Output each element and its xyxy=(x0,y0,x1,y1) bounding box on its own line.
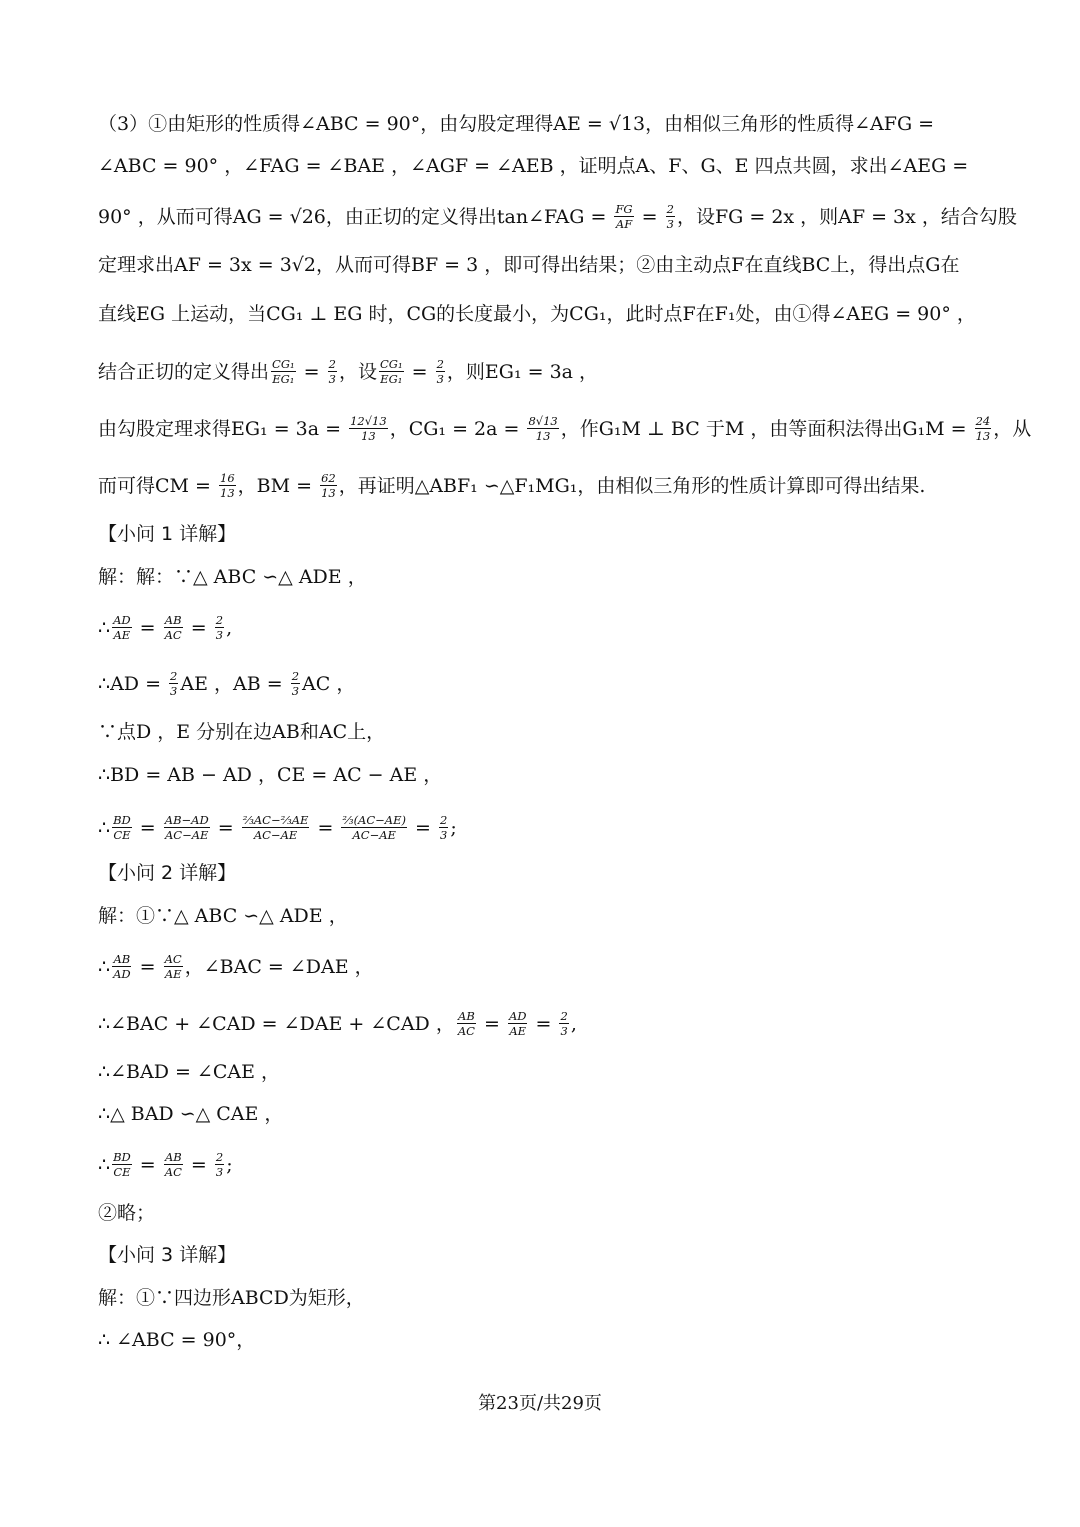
q3-step-1 xyxy=(98,1285,998,1311)
step-text: ∴ xyxy=(98,816,111,839)
fraction xyxy=(112,1151,132,1178)
fraction-denominator: AD xyxy=(113,967,131,981)
q2-step-5 xyxy=(98,1101,998,1127)
step-text: = xyxy=(133,816,162,839)
intro-text: ，CG₁ = 2a = xyxy=(389,417,526,440)
fraction xyxy=(291,670,300,697)
fraction xyxy=(559,1010,568,1037)
intro-text: = xyxy=(635,205,664,228)
intro-text: ，设FG = 2x ，则AF = 3x ，结合勾股 xyxy=(676,205,1017,228)
heading-text: 【小问 3 详解】 xyxy=(98,1244,237,1266)
fraction xyxy=(666,203,675,230)
step-text: AC ， xyxy=(302,672,356,695)
fraction-numerator: 24 xyxy=(975,414,991,428)
intro-text: ，BM = xyxy=(237,474,319,497)
fraction-denominator: AE xyxy=(113,628,131,642)
section-heading-q1 xyxy=(98,521,998,547)
fraction xyxy=(242,814,310,841)
fraction-numerator: AB−AD xyxy=(164,813,209,827)
fraction xyxy=(457,1010,476,1037)
fraction-denominator: 3 xyxy=(436,372,444,386)
intro-text: 直线EG 上运动，当CG₁ ⊥ EG 时，CG的长度最小，为CG₁，此时点F在F₁处，由①得∠AEG = 90° ， xyxy=(98,303,976,325)
step-text: ; xyxy=(450,816,457,839)
step-text: = xyxy=(408,816,437,839)
intro-text: ，作G₁M ⊥ BC 于M ，由等面积法得出G₁M = xyxy=(560,417,973,440)
fraction-numerator: BD xyxy=(113,813,131,827)
heading-text: 【小问 2 详解】 xyxy=(98,862,237,884)
fraction-numerator: 2 xyxy=(328,357,336,371)
fraction-numerator: 2 xyxy=(215,613,224,627)
fraction-denominator: AC−AE xyxy=(253,828,298,842)
fraction-numerator: AC xyxy=(164,952,182,966)
fraction xyxy=(320,472,337,499)
intro-text: 而可得CM = xyxy=(98,474,217,497)
intro-text: ，再证明△ABF₁ ∽△F₁MG₁，由相似三角形的性质计算即可得出结果. xyxy=(338,474,926,497)
fraction-numerator: 2 xyxy=(291,669,300,683)
fraction xyxy=(112,953,132,980)
fraction xyxy=(271,358,296,385)
fraction-denominator: AE xyxy=(509,1024,527,1038)
q2-step-3 xyxy=(98,1010,998,1037)
fraction-numerator: 12√13 xyxy=(350,414,387,428)
q2-step-6 xyxy=(98,1151,998,1178)
fraction-numerator: 2 xyxy=(436,357,444,371)
fraction-denominator: 3 xyxy=(328,372,336,386)
fraction-numerator: AB xyxy=(458,1009,475,1023)
fraction-numerator: 2 xyxy=(215,1150,224,1164)
step-text: 解：①∵△ ABC ∽△ ADE ， xyxy=(98,905,348,927)
fraction-numerator: 2 xyxy=(439,813,448,827)
intro-text: 90° ，从而可得AG = √26，由正切的定义得出tan∠FAG = xyxy=(98,205,613,228)
fraction xyxy=(508,1010,528,1037)
fraction-denominator: CE xyxy=(113,1165,131,1179)
step-text: = xyxy=(529,1012,558,1035)
fraction-numerator: ⅔(AC−AE) xyxy=(342,813,406,827)
fraction xyxy=(975,415,992,442)
step-text: 解：解：∵△ ABC ∽△ ADE ， xyxy=(98,566,367,588)
step-text: ∴ xyxy=(98,1153,111,1176)
step-text: ②略； xyxy=(98,1202,156,1224)
fraction-denominator: 13 xyxy=(535,429,551,443)
q3-step-2 xyxy=(98,1327,998,1353)
q2-step-7 xyxy=(98,1200,998,1226)
fraction-denominator: AC xyxy=(164,628,182,642)
fraction-denominator: AC xyxy=(164,1165,182,1179)
fraction xyxy=(614,203,633,230)
intro-text: ，从 xyxy=(993,417,1032,440)
q1-step-1 xyxy=(98,564,998,590)
q2-step-1 xyxy=(98,903,998,929)
step-text: = xyxy=(133,1153,162,1176)
step-text: ，∠BAC = ∠DAE ， xyxy=(184,955,374,978)
intro-line-5 xyxy=(98,301,998,327)
q1-step-5 xyxy=(98,762,998,788)
fraction-denominator: CE xyxy=(113,828,131,842)
step-text: = xyxy=(133,955,162,978)
intro-text: = xyxy=(405,360,434,383)
intro-text: （3）①由矩形的性质得∠ABC = 90°，由勾股定理得AE = √13，由相似三角形的性质得∠AFG = xyxy=(98,113,935,135)
intro-line-8 xyxy=(98,472,998,499)
step-text: ∴ xyxy=(98,616,111,639)
step-text: = xyxy=(184,1153,213,1176)
intro-line-3 xyxy=(98,202,1017,231)
fraction-numerator: 16 xyxy=(220,471,235,485)
fraction-denominator: AC−AE xyxy=(165,828,209,842)
fraction xyxy=(349,415,388,442)
fraction-denominator: AC xyxy=(457,1024,475,1038)
fraction xyxy=(112,814,132,841)
section-heading-q3 xyxy=(98,1242,998,1268)
intro-text: 由勾股定理求得EG₁ = 3a = xyxy=(98,417,348,440)
fraction-denominator: 3 xyxy=(666,217,674,231)
intro-text: ，则EG₁ = 3a ， xyxy=(446,360,599,383)
step-text: ∴AD = xyxy=(98,672,168,695)
intro-text: 定理求出AF = 3x = 3√2，从而可得BF = 3 ，即可得出结果；②由主动点F在直线BC上，得出点G在 xyxy=(98,254,960,276)
step-text: ∴BD = AB − AD ，CE = AC − AE ， xyxy=(98,764,443,786)
fraction-numerator: AD xyxy=(508,1009,527,1023)
fraction xyxy=(341,814,407,841)
page-number-footer: 第23页/共29页 xyxy=(478,1393,602,1414)
fraction-denominator: AE xyxy=(164,967,182,981)
fraction xyxy=(219,472,236,499)
fraction xyxy=(164,614,183,641)
fraction xyxy=(527,415,558,442)
fraction xyxy=(164,814,210,841)
step-text: = xyxy=(184,616,213,639)
fraction-numerator: AB xyxy=(164,613,182,627)
heading-text: 【小问 1 详解】 xyxy=(98,523,237,545)
fraction-denominator: 3 xyxy=(215,1165,224,1179)
intro-line-1 xyxy=(98,111,998,137)
step-text: ∴△ BAD ∽△ CAE ， xyxy=(98,1103,284,1125)
fraction-numerator: AB xyxy=(164,1150,182,1164)
step-text: = xyxy=(311,816,340,839)
q2-step-2 xyxy=(98,953,998,980)
fraction-numerator: AD xyxy=(113,613,131,627)
step-text: ∴∠BAC + ∠CAD = ∠DAE + ∠CAD ， xyxy=(98,1012,455,1035)
fraction-denominator: AC−AE xyxy=(352,828,396,842)
q1-step-2 xyxy=(98,614,998,641)
fraction xyxy=(215,614,224,641)
step-text: ∴ ∠ABC = 90°， xyxy=(98,1329,256,1351)
fraction-denominator: EG₁ xyxy=(272,372,295,386)
fraction-numerator: 2 xyxy=(170,669,178,683)
step-text: , xyxy=(570,1012,577,1035)
fraction xyxy=(112,614,132,641)
fraction-denominator: 3 xyxy=(560,1024,568,1038)
step-text: ; xyxy=(226,1153,233,1176)
fraction xyxy=(436,358,445,385)
intro-text: ∠ABC = 90° ，∠FAG = ∠BAE ，∠AGF = ∠AEB ，证明点A、F、G、E 四点共圆，求出∠AEG = xyxy=(98,155,969,177)
step-text: 解：①∵四边形ABCD为矩形， xyxy=(98,1287,365,1309)
fraction-numerator: BD xyxy=(113,1150,131,1164)
fraction-denominator: AF xyxy=(615,217,633,231)
intro-line-7 xyxy=(98,414,1032,443)
fraction xyxy=(164,953,183,980)
q1-step-3 xyxy=(98,670,998,697)
fraction xyxy=(164,1151,183,1178)
step-text: ∵点D ，E 分别在边AB和AC上， xyxy=(98,721,386,743)
fraction-denominator: 3 xyxy=(170,684,178,698)
step-text: ∴∠BAD = ∠CAE ， xyxy=(98,1061,281,1083)
step-text: = xyxy=(477,1012,506,1035)
fraction-numerator: 2 xyxy=(560,1009,568,1023)
fraction-denominator: 13 xyxy=(975,429,991,443)
fraction xyxy=(328,358,337,385)
fraction-numerator: FG xyxy=(615,202,633,216)
fraction-denominator: 13 xyxy=(321,486,336,500)
step-text: = xyxy=(211,816,240,839)
fraction xyxy=(379,358,404,385)
fraction-numerator: AB xyxy=(113,952,131,966)
q2-step-4 xyxy=(98,1059,998,1085)
fraction-denominator: EG₁ xyxy=(380,372,403,386)
fraction-numerator: 2 xyxy=(666,202,674,216)
fraction-denominator: 13 xyxy=(220,486,235,500)
fraction-numerator: CG₁ xyxy=(272,357,295,371)
intro-text: ，设 xyxy=(338,360,377,383)
fraction xyxy=(215,1151,224,1178)
fraction xyxy=(169,670,178,697)
section-heading-q2 xyxy=(98,860,998,886)
step-text: , xyxy=(226,616,233,639)
fraction-denominator: 3 xyxy=(291,684,300,698)
fraction-denominator: 3 xyxy=(439,828,448,842)
fraction-numerator: 8√13 xyxy=(528,414,558,428)
step-text: AE ，AB = xyxy=(180,672,289,695)
q1-step-4 xyxy=(98,719,998,745)
intro-line-2 xyxy=(98,153,998,179)
step-text: ∴ xyxy=(98,955,111,978)
fraction-numerator: CG₁ xyxy=(379,357,403,371)
fraction-numerator: 62 xyxy=(321,471,336,485)
q1-step-6 xyxy=(98,814,998,841)
fraction-denominator: 3 xyxy=(215,628,224,642)
intro-text: = xyxy=(297,360,326,383)
intro-line-6 xyxy=(98,358,998,385)
fraction xyxy=(439,814,448,841)
fraction-numerator: ⅔AC−⅔AE xyxy=(242,813,309,827)
step-text: = xyxy=(133,616,162,639)
fraction-denominator: 13 xyxy=(361,429,376,443)
intro-text: 结合正切的定义得出 xyxy=(98,360,270,383)
intro-line-4 xyxy=(98,252,998,278)
